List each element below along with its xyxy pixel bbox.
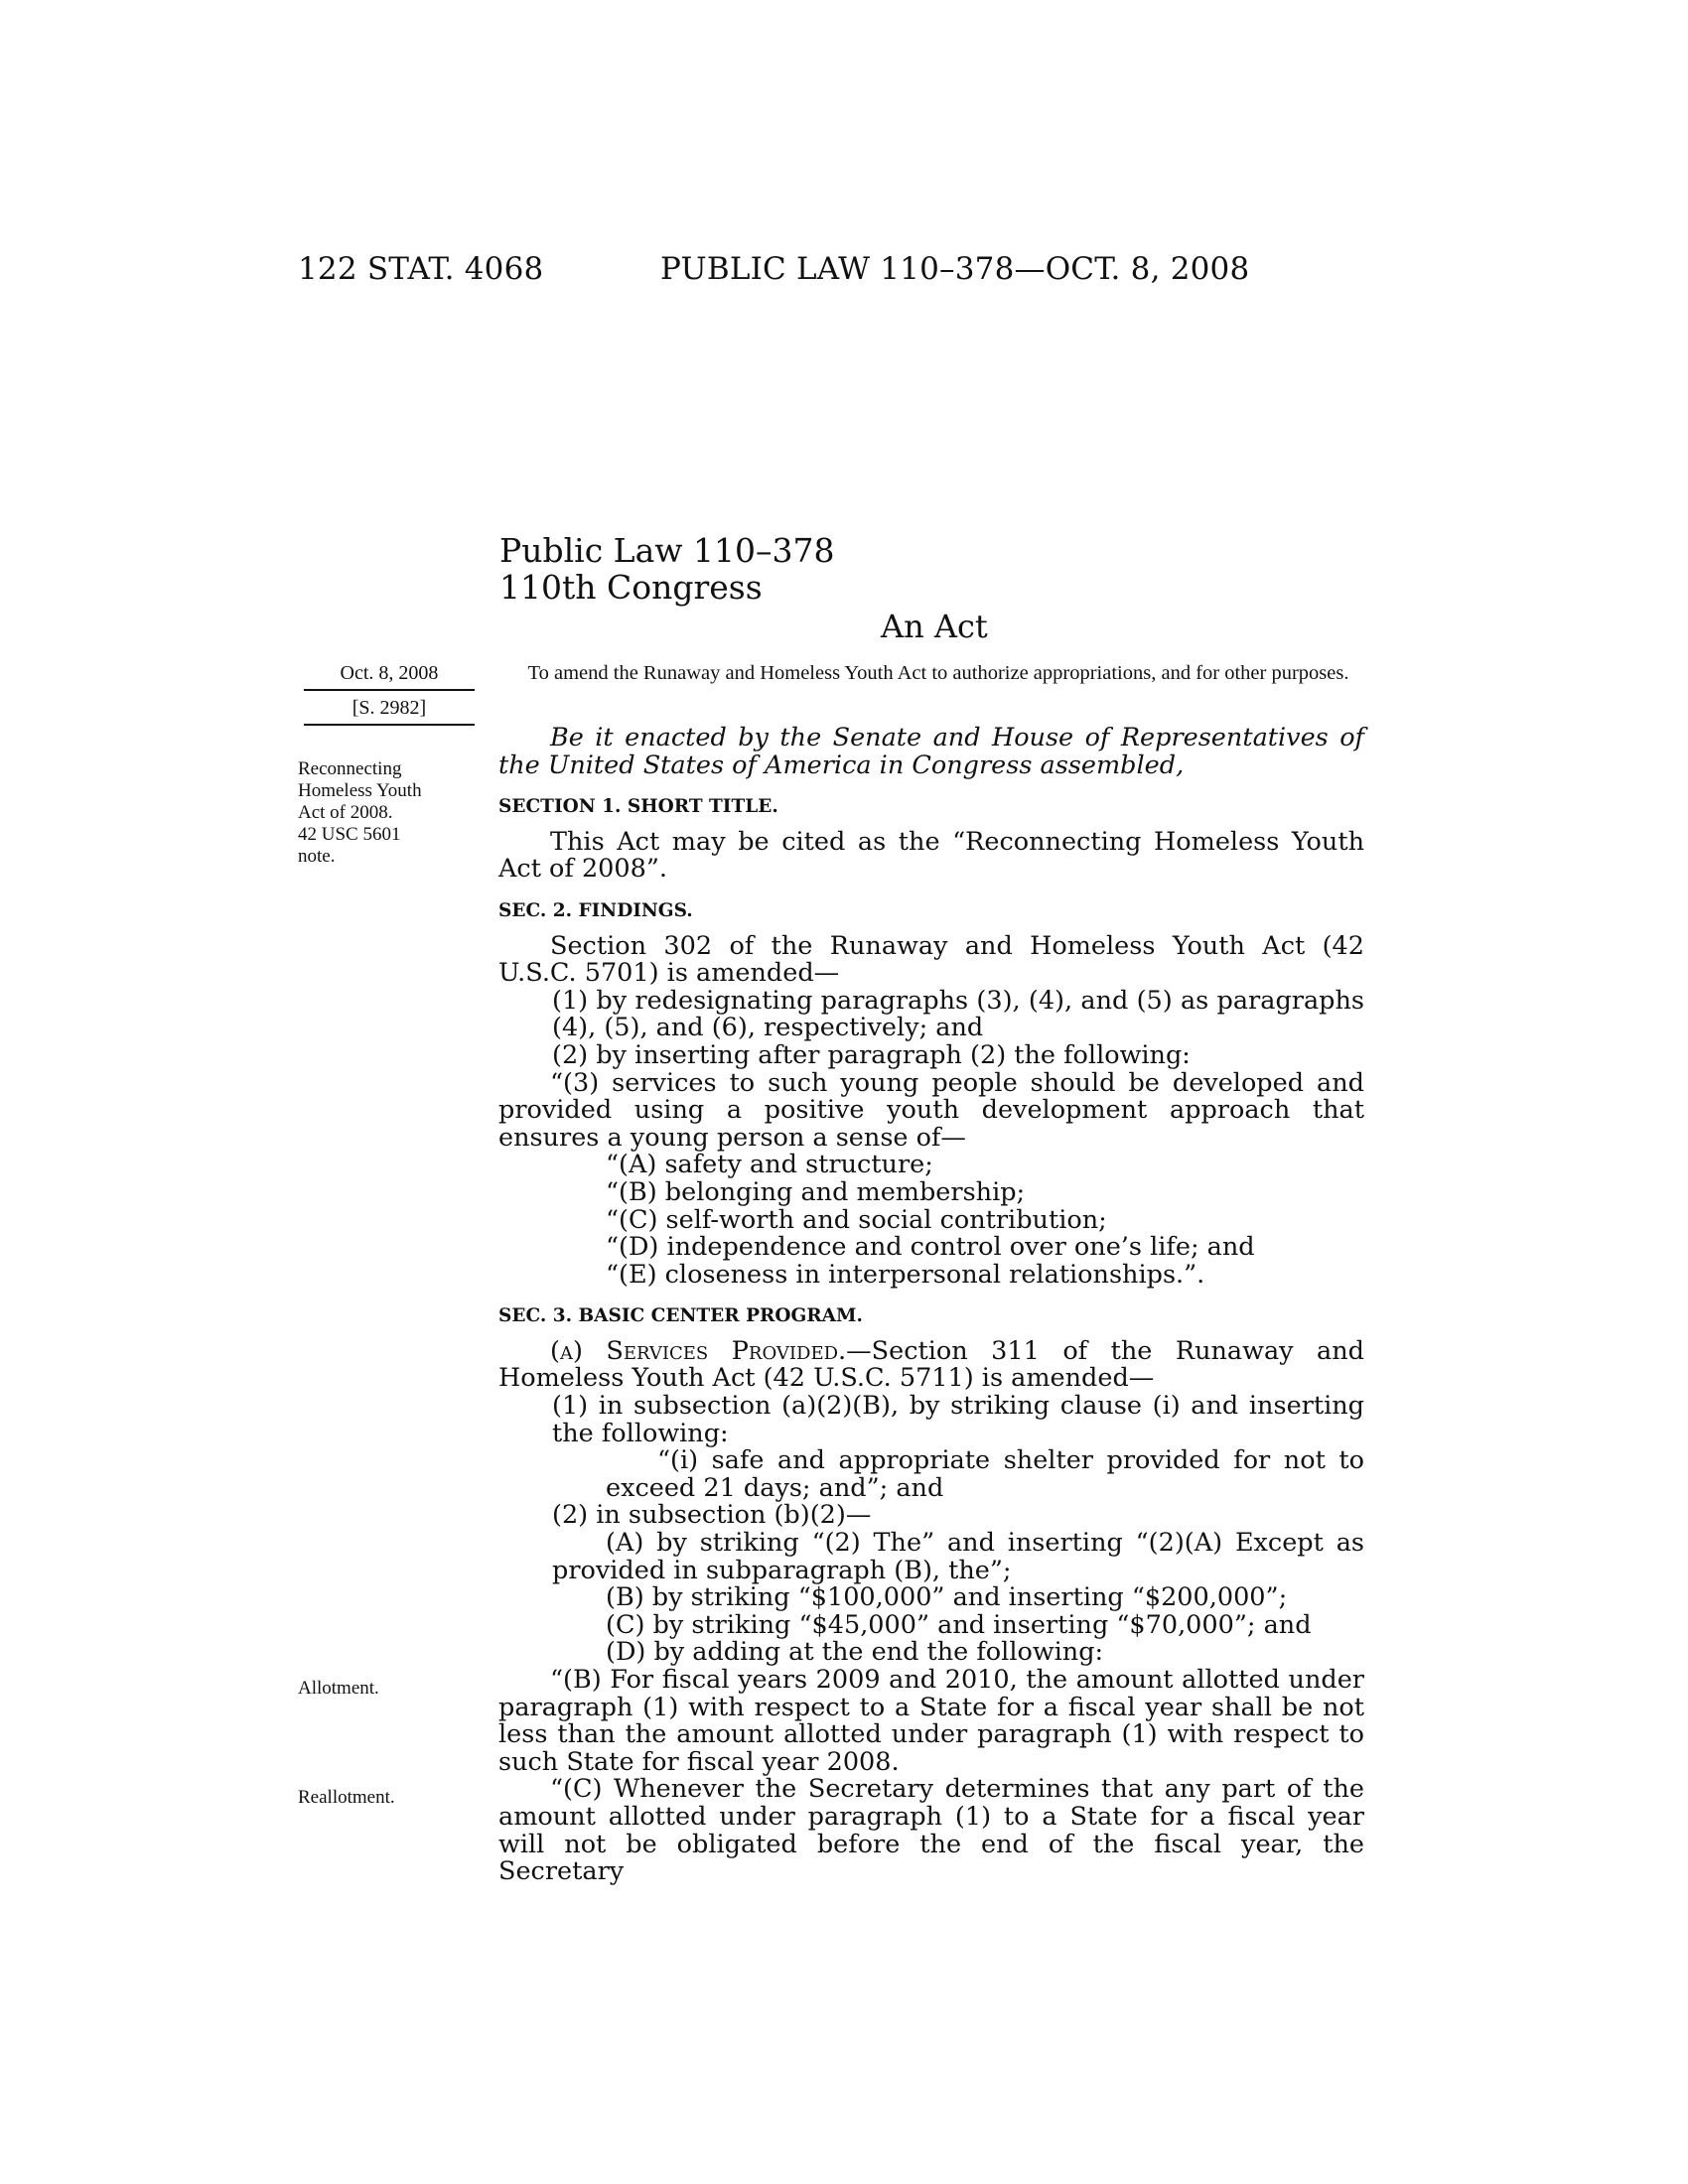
section-3-quoted-b: “(B) For fiscal years 2009 and 2010, the amount allotted under paragraph (1) with respect to a State for a fiscal year shall be not less than the amount allotted under paragraph (1) with respect to such State for fiscal year 2008. — [498, 1665, 1364, 1777]
date-rule — [304, 689, 475, 691]
section-3-subpara-a: (A) by striking “(2) The” and inserting “(2)(A) Except as provided in subparagraph (B), the”; — [552, 1528, 1364, 1585]
section-3-subpara-c: (C) by striking “$45,000” and inserting “$70,000”; and — [606, 1609, 1312, 1640]
margin-note-reallotment: Reallotment. — [298, 1787, 395, 1808]
section-2-heading: SEC. 2. FINDINGS. — [498, 899, 693, 921]
section-2-para-1: (1) by redesignating paragraphs (3), (4), and (5) as paragraphs (4), (5), and (6), respectively; and — [552, 985, 1364, 1043]
section-2-subpara-c: “(C) self-worth and social contribution; — [606, 1204, 1107, 1235]
section-2-para-2: (2) by inserting after paragraph (2) the following: — [552, 1039, 1191, 1070]
act-label: An Act — [881, 608, 988, 645]
section-1-text: This Act may be cited as the “Reconnecting Homeless Youth Act of 2008”. — [498, 826, 1364, 885]
section-3-para-2: (2) in subsection (b)(2)— — [552, 1500, 872, 1531]
bill-rule — [304, 724, 475, 726]
law-number: Public Law 110–378 — [499, 531, 835, 570]
margin-note-short-title — [298, 758, 422, 868]
enactment-date: Oct. 8, 2008 — [340, 662, 439, 684]
bill-number: [S. 2982] — [352, 697, 427, 719]
section-3-subpara-b: (B) by striking “$100,000” and inserting “$200,000”; — [606, 1582, 1288, 1613]
margin-note-line: note. — [298, 846, 336, 867]
margin-note-line: Act of 2008. — [298, 802, 393, 823]
section-2-subpara-a: “(A) safety and structure; — [606, 1150, 933, 1180]
section-2-subpara-d: “(D) independence and control over one’s life; and — [606, 1232, 1255, 1263]
subsection-a-text: —Section 311 of the Runaway and Homeless Youth Act (42 U.S.C. 5711) is amended— — [498, 1335, 1364, 1394]
section-3-subsection-a — [498, 1335, 1364, 1394]
section-3-quoted-c: “(C) Whenever the Secretary determines that any part of the amount allotted under paragraph (1) to a State for a fiscal year will not be obligated before the end of the fiscal year, the Secretary — [498, 1774, 1364, 1887]
stat-page-number: 122 STAT. 4068 — [298, 251, 544, 287]
section-2-subpara-e: “(E) closeness in interpersonal relationships.”. — [606, 1259, 1205, 1290]
enacting-clause: Be it enacted by the Senate and House of Representatives of the United States of America in Congress assembled, — [498, 723, 1364, 780]
section-3-para-1: (1) in subsection (a)(2)(B), by striking clause (i) and inserting the following: — [552, 1391, 1364, 1448]
margin-note-line: 42 USC 5601 — [298, 824, 401, 845]
section-1-heading: SECTION 1. SHORT TITLE. — [498, 796, 778, 818]
section-3-clause-i: “(i) safe and appropriate shelter provided for not to exceed 21 days; and”; and — [606, 1445, 1364, 1503]
running-head: PUBLIC LAW 110–378—OCT. 8, 2008 — [660, 251, 1250, 287]
act-body — [498, 725, 1364, 1886]
section-2-para-3: “(3) services to such young people should be developed and provided using a positive youth development approach that ensures a young person a sense of— — [498, 1067, 1364, 1153]
section-3-heading: SEC. 3. BASIC CENTER PROGRAM. — [498, 1305, 863, 1327]
margin-note-allotment: Allotment. — [298, 1678, 379, 1699]
section-2-subpara-b: “(B) belonging and membership; — [606, 1176, 1026, 1207]
congress: 110th Congress — [499, 568, 763, 607]
subsection-a-label: (a) Services Provided. — [550, 1335, 847, 1366]
act-purpose: To amend the Runaway and Homeless Youth Act to authorize appropriations, and for other purposes. — [527, 662, 1349, 684]
section-2-intro: Section 302 of the Runaway and Homeless Youth Act (42 U.S.C. 5701) is amended— — [498, 930, 1364, 989]
margin-note-line: Homeless Youth — [298, 780, 422, 801]
margin-note-line: Reconnecting — [298, 758, 402, 779]
date-box — [304, 662, 475, 732]
section-3-subpara-d: (D) by adding at the end the following: — [606, 1637, 1104, 1668]
